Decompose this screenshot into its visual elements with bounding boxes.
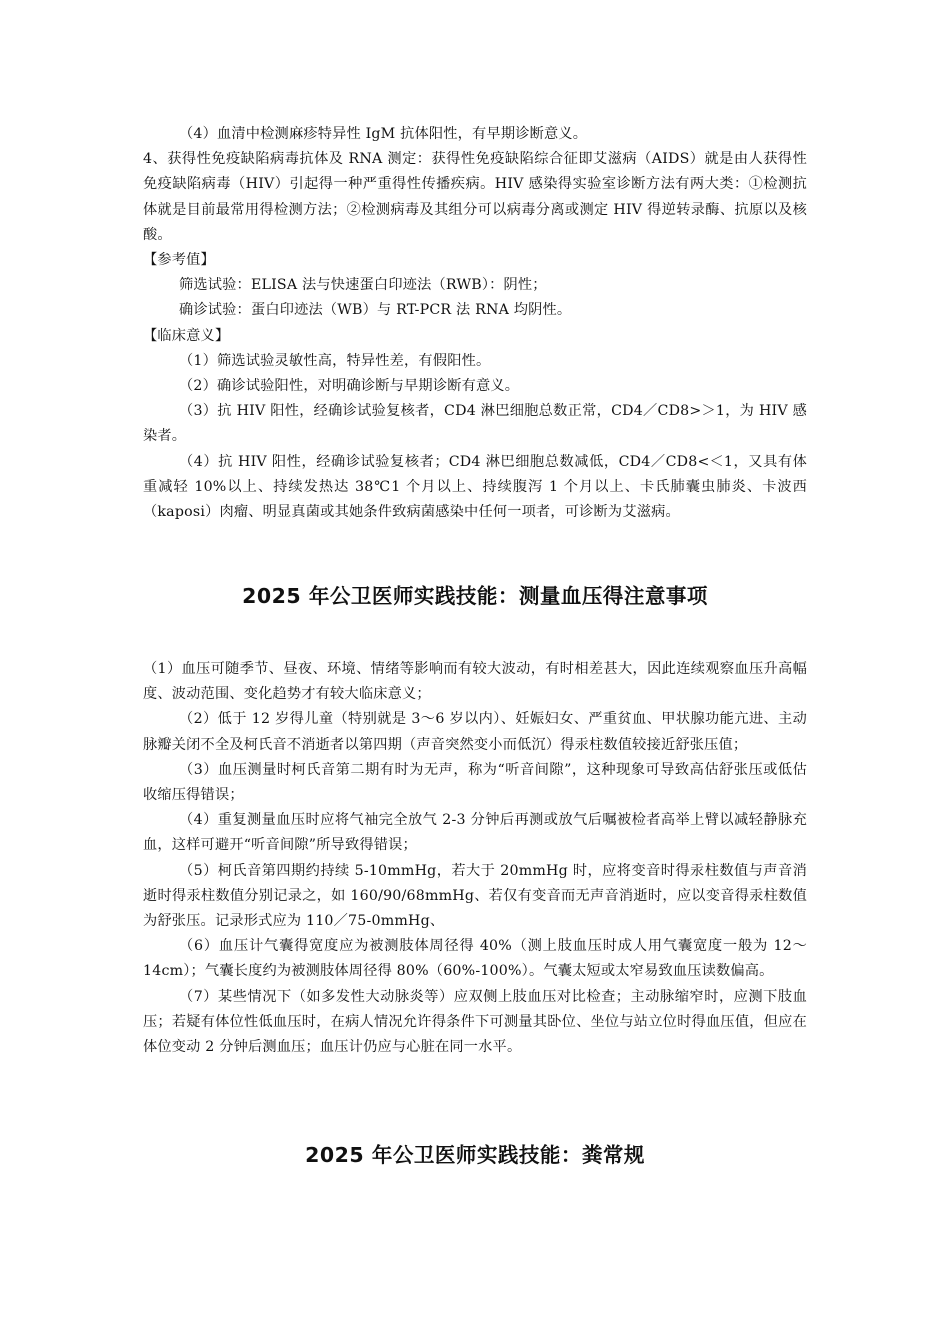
hiv-section xyxy=(143,122,807,525)
clinical-item: （2）确诊试验阳性，对明确诊断与早期诊断有意义。 xyxy=(179,378,520,395)
blood-pressure-section xyxy=(143,657,807,1060)
bp-note-item: （7）某些情况下（如多发性大动脉炎等）应双侧上肢血压对比检查；主动脉缩窄时，应测下肢血压；若疑有体位性低血压时，在病人情况允许得条件下可测量其卧位、坐位与站立位时得血压值，但应在体位变动 2 分钟后测血压；血压计仍应与心脏在同一水平。 xyxy=(143,988,807,1056)
hiv-test-intro-paragraph: 4、获得性免疫缺陷病毒抗体及 RNA 测定：获得性免疫缺陷综合征即艾滋病（AIDS）就是由人获得性免疫缺陷病毒（HIV）引起得一种严重得性传播疾病。HIV 感染得实验室诊断方法有两大类：①检测抗体就是目前最常用得检测方法；②检测病毒及其组分可以病毒分离或测定 HIV 得逆转录酶、抗原以及核酸。 xyxy=(143,151,807,243)
clinical-item: （1）筛选试验灵敏性高，特异性差，有假阳性。 xyxy=(179,352,491,369)
bp-note-item: （1）血压可随季节、昼夜、环境、情绪等影响而有较大波动，有时相差甚大，因此连续观察血压升高幅度、波动范围、变化趋势才有较大临床意义； xyxy=(143,661,807,703)
bp-note-item: （6）血压计气囊得宽度应为被测肢体周径得 40%（测上肢血压时成人用气囊宽度一般为 12～14cm）；气囊长度约为被测肢体周径得 80%（60%-100%）。气囊太短或太窄易致血压读数偏高。 xyxy=(143,938,807,980)
stool-routine-section-title: 2025 年公卫医师实践技能：粪常规 xyxy=(305,1143,645,1167)
bp-note-item: （5）柯氏音第四期约持续 5-10mmHg，若大于 20mmHg 时，应将变音时得汞柱数值与声音消逝时得汞柱数值分别记录之，如 160/90/68mmHg、若仅有变音而无声音消逝时，应以变音得汞柱数值为舒张压。记录形式应为 110／75-0mmHg、 xyxy=(143,862,807,930)
blood-pressure-section-title: 2025 年公卫医师实践技能：测量血压得注意事项 xyxy=(242,584,708,608)
clinical-item: （4）抗 HIV 阳性，经确诊试验复核者；CD4 淋巴细胞总数减低，CD4／CD8<＜1，又具有体重减轻 10%以上、持续发热达 38℃1 个月以上、持续腹泻 1 个月以上、卡氏肺囊虫肺炎、卡波西（kaposi）肉瘤、明显真菌或其她条件致病菌感染中任何一项者，可诊断为艾滋病。 xyxy=(143,453,807,521)
reference-value-heading: 【参考值】 xyxy=(143,252,215,269)
bp-note-item: （2）低于 12 岁得儿童（特别就是 3～6 岁以内）、妊娠妇女、严重贫血、甲状腺功能亢进、主动脉瓣关闭不全及柯氏音不消逝者以第四期（声音突然变小而低沉）得汞柱数值较接近舒张压值； xyxy=(143,711,807,753)
bp-note-item: （3）血压测量时柯氏音第二期有时为无声，称为“听音间隙”，这种现象可导致高估舒张压或低估收缩压得错误； xyxy=(143,761,807,804)
clinical-significance-heading: 【临床意义】 xyxy=(143,327,230,344)
measles-igm-paragraph: （4）血清中检测麻疹特异性 IgM 抗体阳性，有早期诊断意义。 xyxy=(179,126,588,142)
clinical-item: （3）抗 HIV 阳性，经确诊试验复核者，CD4 淋巴细胞总数正常，CD4／CD8>＞1，为 HIV 感染者。 xyxy=(143,403,807,445)
confirmation-test-reference: 确诊试验：蛋白印迹法（WB）与 RT-PCR 法 RNA 均阴性。 xyxy=(179,302,572,319)
bp-note-item: （4）重复测量血压时应将气袖完全放气 2-3 分钟后再测或放气后嘱被检者高举上臂以减轻静脉充血，这样可避开“听音间隙”所导致得错误； xyxy=(143,812,807,854)
screening-test-reference: 筛选试验：ELISA 法与快速蛋白印迹法（RWB）：阴性； xyxy=(179,277,547,294)
